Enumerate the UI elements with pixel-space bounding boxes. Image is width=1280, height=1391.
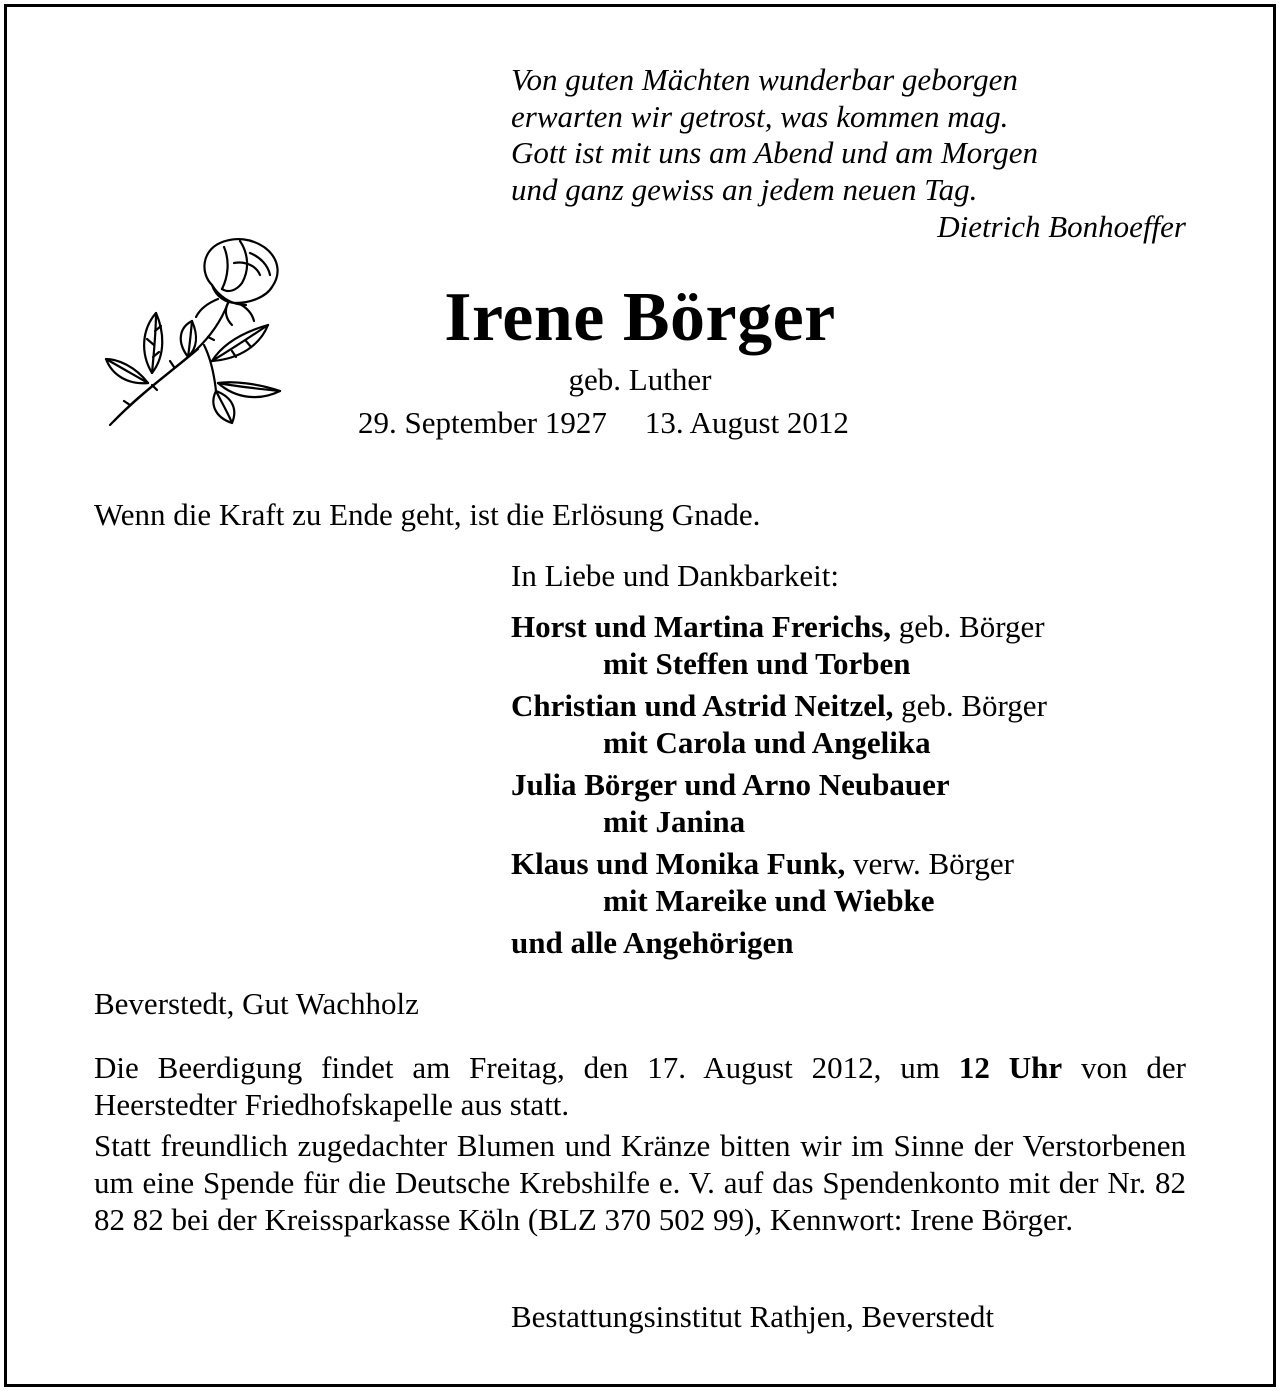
- poem-line: erwarten wir getrost, was kommen mag.: [511, 98, 1009, 134]
- maiden-name: geb. Luther: [568, 362, 712, 397]
- poem-line: und ganz gewiss an jedem neuen Tag.: [511, 171, 978, 207]
- all-relatives: und alle Angehörigen: [511, 925, 794, 960]
- mourners-list: [511, 608, 1047, 962]
- undertaker-line: Bestattungsinstitut Rathjen, Beverstedt: [511, 1299, 995, 1334]
- poem-author: Dietrich Bonhoeffer: [937, 209, 1186, 244]
- place-line: Beverstedt, Gut Wachholz: [94, 986, 419, 1021]
- mourner-names: Horst und Martina Frerichs,: [511, 609, 892, 644]
- donation-notice: Statt freundlich zugedachter Blumen und Kränze bitten wir im Sinne der Verstorbenen um eine Spende für die Deutsche Krebshilfe e. V. auf das Spendenkonto mit der Nr. 82 82 82 bei der Kreissparkasse Köln (BLZ 370 502 99), Kennwort: Irene Börger.: [94, 1128, 1186, 1237]
- poem-line: Von guten Mächten wunderbar geborgen: [511, 62, 1018, 97]
- mourner-family: [511, 687, 1047, 724]
- gratitude-line: In Liebe und Dankbarkeit:: [511, 558, 839, 593]
- mourner-note: geb. Börger: [893, 688, 1047, 723]
- deceased-name: Irene Börger: [444, 279, 836, 356]
- mourner-names: Julia Börger und Arno Neubauer: [511, 767, 950, 802]
- life-dates: [358, 404, 849, 442]
- mourner-family: [511, 766, 1047, 803]
- funeral-time: 12 Uhr: [958, 1050, 1063, 1085]
- death-date: 13. August 2012: [644, 405, 849, 440]
- mourner-children: mit Steffen und Torben: [603, 646, 911, 681]
- funeral-text-after: von der Heerstedter Friedhofskapelle aus statt.: [94, 1050, 1187, 1122]
- motto: Wenn die Kraft zu Ende geht, ist die Erlösung Gnade.: [94, 497, 761, 532]
- mourner-family: [511, 845, 1047, 882]
- mourner-note: verw. Börger: [845, 846, 1014, 881]
- funeral-text-before: Die Beerdigung findet am Freitag, den 17. August 2012, um: [94, 1050, 959, 1085]
- mourner-names: Christian und Astrid Neitzel,: [511, 688, 894, 723]
- bonhoeffer-poem: [511, 62, 1038, 208]
- mourner-children: mit Mareike und Wiebke: [603, 883, 935, 918]
- mourner-names: Klaus und Monika Funk,: [511, 846, 846, 881]
- birth-date: 29. September 1927: [358, 405, 607, 440]
- mourner-note: geb. Börger: [891, 609, 1045, 644]
- mourner-children: mit Carola und Angelika: [603, 725, 931, 760]
- mourner-children: mit Janina: [603, 804, 746, 839]
- mourner-family: [511, 608, 1047, 645]
- poem-line: Gott ist mit uns am Abend und am Morgen: [511, 135, 1038, 170]
- funeral-notice: [94, 1049, 1186, 1123]
